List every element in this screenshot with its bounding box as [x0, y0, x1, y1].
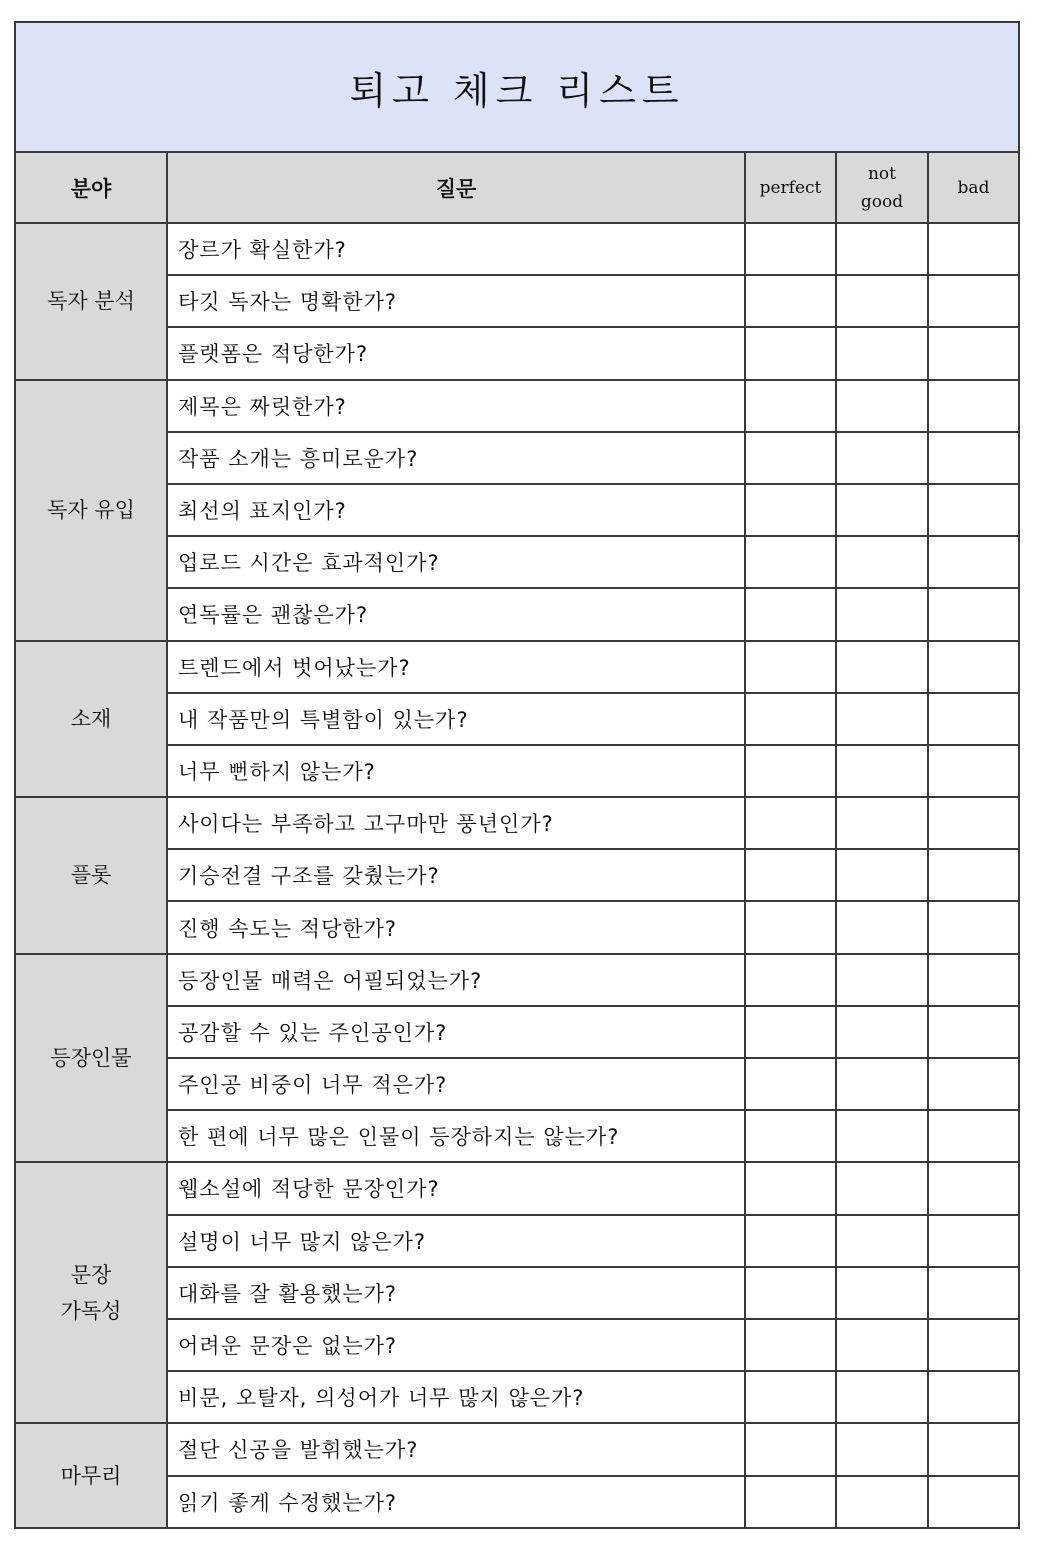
table-row	[15, 380, 1019, 432]
category-cell	[15, 223, 167, 380]
question-cell: 내 작품만의 특별함이 있는가?	[167, 693, 745, 745]
header-question: 질문	[167, 152, 745, 223]
rating-cell-perfect[interactable]	[745, 954, 836, 1006]
rating-cell-bad[interactable]	[928, 327, 1019, 379]
rating-cell-bad[interactable]	[928, 275, 1019, 327]
question-cell: 작품 소개는 흥미로운가?	[167, 432, 745, 484]
rating-cell-bad[interactable]	[928, 1110, 1019, 1162]
question-cell: 등장인물 매력은 어필되었는가?	[167, 954, 745, 1006]
rating-cell-perfect[interactable]	[745, 1267, 836, 1319]
rating-cell-not-good[interactable]	[836, 223, 928, 275]
question-cell: 읽기 좋게 수정했는가?	[167, 1476, 745, 1528]
rating-cell-bad[interactable]	[928, 901, 1019, 953]
rating-cell-not-good[interactable]	[836, 327, 928, 379]
question-cell: 공감할 수 있는 주인공인가?	[167, 1006, 745, 1058]
rating-cell-bad[interactable]	[928, 1476, 1019, 1528]
question-cell: 제목은 짜릿한가?	[167, 380, 745, 432]
rating-cell-perfect[interactable]	[745, 849, 836, 901]
rating-cell-bad[interactable]	[928, 588, 1019, 640]
rating-cell-bad[interactable]	[928, 849, 1019, 901]
category-cell	[15, 641, 167, 798]
rating-cell-perfect[interactable]	[745, 223, 836, 275]
question-cell: 한 편에 너무 많은 인물이 등장하지는 않는가?	[167, 1110, 745, 1162]
rating-cell-bad[interactable]	[928, 1423, 1019, 1475]
question-cell: 절단 신공을 발휘했는가?	[167, 1423, 745, 1475]
checklist-table	[14, 21, 1020, 1529]
rating-cell-perfect[interactable]	[745, 693, 836, 745]
rating-cell-perfect[interactable]	[745, 1006, 836, 1058]
rating-cell-not-good[interactable]	[836, 432, 928, 484]
category-label: 문장	[70, 1262, 112, 1287]
rating-cell-bad[interactable]	[928, 745, 1019, 797]
rating-cell-bad[interactable]	[928, 1162, 1019, 1214]
rating-cell-perfect[interactable]	[745, 797, 836, 849]
table-row	[15, 797, 1019, 849]
question-cell: 트렌드에서 벗어났는가?	[167, 641, 745, 693]
header-not-good-line1: not	[867, 163, 896, 184]
rating-cell-not-good[interactable]	[836, 1319, 928, 1371]
rating-cell-bad[interactable]	[928, 536, 1019, 588]
question-cell: 너무 뻔하지 않는가?	[167, 745, 745, 797]
rating-cell-perfect[interactable]	[745, 588, 836, 640]
rating-cell-not-good[interactable]	[836, 954, 928, 1006]
question-cell: 사이다는 부족하고 고구마만 풍년인가?	[167, 797, 745, 849]
rating-cell-bad[interactable]	[928, 1215, 1019, 1267]
rating-cell-perfect[interactable]	[745, 641, 836, 693]
rating-cell-perfect[interactable]	[745, 380, 836, 432]
rating-cell-not-good[interactable]	[836, 380, 928, 432]
header-bad-label: bad	[957, 177, 990, 198]
table-row	[15, 223, 1019, 275]
rating-cell-not-good[interactable]	[836, 849, 928, 901]
category-cell	[15, 1423, 167, 1527]
category-label: 마무리	[60, 1463, 122, 1488]
rating-cell-not-good[interactable]	[836, 1006, 928, 1058]
question-cell: 플랫폼은 적당한가?	[167, 327, 745, 379]
header-not-good-line2: good	[860, 191, 904, 212]
rating-cell-perfect[interactable]	[745, 275, 836, 327]
category-label: 가독성	[60, 1298, 122, 1323]
rating-cell-not-good[interactable]	[836, 1476, 928, 1528]
rating-cell-not-good[interactable]	[836, 1423, 928, 1475]
rating-cell-perfect[interactable]	[745, 1319, 836, 1371]
rating-cell-bad[interactable]	[928, 954, 1019, 1006]
rating-cell-not-good[interactable]	[836, 588, 928, 640]
category-label: 등장인물	[50, 1046, 132, 1070]
rating-cell-bad[interactable]	[928, 641, 1019, 693]
table-row	[15, 954, 1019, 1006]
table-row	[15, 1162, 1019, 1214]
question-cell: 설명이 너무 많지 않은가?	[167, 1215, 745, 1267]
rating-cell-not-good[interactable]	[836, 1215, 928, 1267]
rating-cell-bad[interactable]	[928, 380, 1019, 432]
rating-cell-bad[interactable]	[928, 1006, 1019, 1058]
rating-cell-not-good[interactable]	[836, 1267, 928, 1319]
category-label: 소재	[70, 706, 112, 731]
rating-cell-not-good[interactable]	[836, 1110, 928, 1162]
rating-cell-bad[interactable]	[928, 432, 1019, 484]
rating-cell-bad[interactable]	[928, 1319, 1019, 1371]
rating-cell-bad[interactable]	[928, 797, 1019, 849]
question-cell: 주인공 비중이 너무 적은가?	[167, 1058, 745, 1110]
header-row	[15, 152, 1019, 223]
question-cell: 웹소설에 적당한 문장인가?	[167, 1162, 745, 1214]
rating-cell-bad[interactable]	[928, 223, 1019, 275]
rating-cell-perfect[interactable]	[745, 536, 836, 588]
rating-cell-not-good[interactable]	[836, 275, 928, 327]
category-cell	[15, 380, 167, 641]
rating-cell-bad[interactable]	[928, 484, 1019, 536]
category-cell	[15, 797, 167, 954]
header-perfect-label: perfect	[759, 177, 822, 198]
rating-cell-perfect[interactable]	[745, 1423, 836, 1475]
rating-cell-perfect[interactable]	[745, 1476, 836, 1528]
rating-cell-not-good[interactable]	[836, 536, 928, 588]
header-perfect	[745, 152, 836, 223]
rating-cell-perfect[interactable]	[745, 1162, 836, 1214]
rating-cell-perfect[interactable]	[745, 1371, 836, 1423]
rating-cell-perfect[interactable]	[745, 327, 836, 379]
rating-cell-not-good[interactable]	[836, 693, 928, 745]
rating-cell-not-good[interactable]	[836, 1058, 928, 1110]
header-not-good	[836, 152, 928, 223]
header-bad	[928, 152, 1019, 223]
rating-cell-not-good[interactable]	[836, 901, 928, 953]
rating-cell-not-good[interactable]	[836, 797, 928, 849]
rating-cell-not-good[interactable]	[836, 1371, 928, 1423]
rating-cell-perfect[interactable]	[745, 901, 836, 953]
question-cell: 타깃 독자는 명확한가?	[167, 275, 745, 327]
category-cell	[15, 1162, 167, 1423]
rating-cell-not-good[interactable]	[836, 745, 928, 797]
rating-cell-bad[interactable]	[928, 1371, 1019, 1423]
page-title: 퇴고 체크 리스트	[15, 22, 1019, 152]
rating-cell-perfect[interactable]	[745, 1058, 836, 1110]
rating-cell-not-good[interactable]	[836, 641, 928, 693]
question-cell: 최선의 표지인가?	[167, 484, 745, 536]
rating-cell-perfect[interactable]	[745, 745, 836, 797]
question-cell: 어려운 문장은 없는가?	[167, 1319, 745, 1371]
question-cell: 기승전결 구조를 갖췄는가?	[167, 849, 745, 901]
question-cell: 대화를 잘 활용했는가?	[167, 1267, 745, 1319]
table-row	[15, 1423, 1019, 1475]
rating-cell-perfect[interactable]	[745, 1215, 836, 1267]
question-cell: 장르가 확실한가?	[167, 223, 745, 275]
rating-cell-perfect[interactable]	[745, 1110, 836, 1162]
rating-cell-bad[interactable]	[928, 1267, 1019, 1319]
question-cell: 진행 속도는 적당한가?	[167, 901, 745, 953]
category-cell	[15, 954, 167, 1163]
category-label: 플롯	[70, 863, 112, 888]
category-label: 독자 분석	[47, 289, 135, 314]
question-cell: 비문, 오탈자, 의성어가 너무 많지 않은가?	[167, 1371, 745, 1423]
question-cell: 연독률은 괜찮은가?	[167, 588, 745, 640]
rating-cell-bad[interactable]	[928, 1058, 1019, 1110]
rating-cell-perfect[interactable]	[745, 432, 836, 484]
rating-cell-not-good[interactable]	[836, 484, 928, 536]
header-category: 분야	[15, 152, 167, 223]
rating-cell-bad[interactable]	[928, 693, 1019, 745]
rating-cell-not-good[interactable]	[836, 1162, 928, 1214]
category-label: 독자 유입	[47, 498, 135, 523]
rating-cell-perfect[interactable]	[745, 484, 836, 536]
table-row	[15, 641, 1019, 693]
title-row	[15, 22, 1019, 152]
question-cell: 업로드 시간은 효과적인가?	[167, 536, 745, 588]
